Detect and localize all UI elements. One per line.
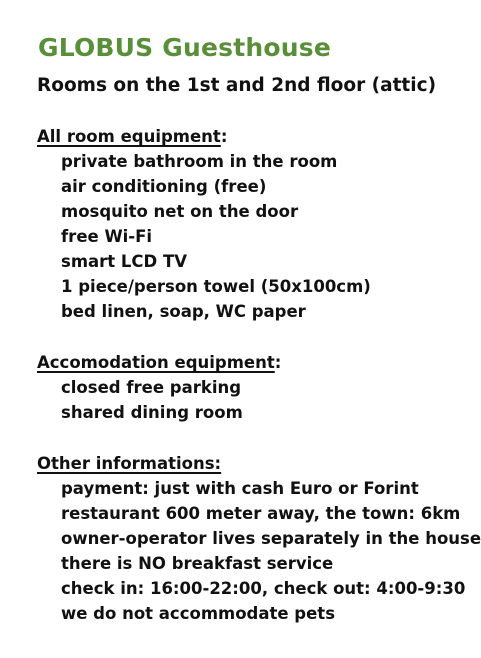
room-equipment-list (37, 149, 371, 324)
section-heading (37, 350, 281, 375)
list-item: shared dining room (61, 403, 243, 422)
list-item: private bathroom in the room (61, 152, 338, 171)
list-item: there is NO breakfast service (61, 554, 334, 573)
list-item: restaurant 600 meter away, the town: 6km (61, 504, 461, 523)
accommodation-equipment-list (37, 375, 281, 425)
page-title: GLOBUS Guesthouse (38, 33, 331, 62)
section-heading-text: All room equipment (37, 127, 221, 146)
list-item: mosquito net on the door (61, 202, 299, 221)
section-heading-suffix: : (220, 127, 228, 146)
list-item: air conditioning (free) (61, 177, 267, 196)
list-item: smart LCD TV (61, 252, 188, 271)
list-item: closed free parking (61, 378, 242, 397)
section-heading-text: Other informations: (37, 454, 222, 473)
section-other-informations (37, 451, 481, 626)
list-item: we do not accommodate pets (61, 604, 336, 623)
section-room-equipment (37, 124, 371, 324)
section-heading-suffix: : (274, 353, 282, 372)
list-item: check in: 16:00-22:00, check out: 4:00-9:30 (61, 579, 466, 598)
list-item: 1 piece/person towel (50x100cm) (61, 277, 371, 296)
list-item: free Wi-Fi (61, 227, 153, 246)
section-heading (37, 124, 371, 149)
page-subtitle: Rooms on the 1st and 2nd floor (attic) (37, 75, 437, 96)
other-informations-list (37, 476, 481, 626)
list-item: bed linen, soap, WC paper (61, 302, 306, 321)
list-item: payment: just with cash Euro or Forint (61, 479, 419, 498)
section-heading (37, 451, 481, 476)
section-accommodation-equipment (37, 350, 281, 425)
section-heading-text: Accomodation equipment (37, 353, 275, 372)
list-item: owner-operator lives separately in the house (61, 529, 481, 548)
